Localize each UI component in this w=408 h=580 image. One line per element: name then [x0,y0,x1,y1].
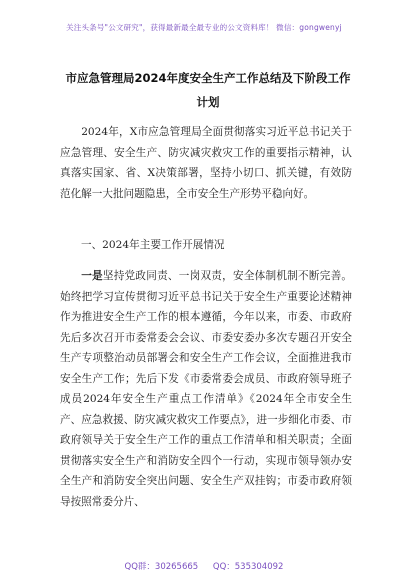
footer-contact [0,560,408,572]
document-title: 市应急管理局2024年度安全生产工作总结及下阶段工作计划 [65,71,351,109]
footer-qq-group: QQ群：30265665 [124,562,199,572]
footer-qq: QQ：535304092 [212,562,284,572]
header-promo-note: 关注头条号"公文研究"，获得最新最全最专业的公文资料库！ 微信：gongwenyj [66,23,342,32]
body-paragraph [60,266,352,512]
paragraph-lead: 一是 [81,270,103,282]
section-heading: 一、2024年主要工作开展情况 [81,239,225,251]
intro-paragraph: 2024年，X市应急管理局全面贯彻落实习近平总书记关于应急管理、安全生产、防灾减灾救灾工作的重要指示精神，认真落实国家、省、X决策部署，坚持小切口、抓关键，有效防范化解一大批问题隐患，全市安全生产形势平稳向好。 [60,126,352,200]
paragraph-text: 坚持党政同责、一岗双责，安全体制机制不断完善。始终把学习宣传贯彻习近平总书记关于安全生产重要论述精神作为推进安全生产工作的根本遵循，今年以来，市委、市政府先后多次召开市委常委会会议、市委安委办多次专题召开安全生产专项整治动员部署会和安全生产工作会议，全面推进我市安全生产工作；先后下发《市委常委会成员、市政府领导班子成员2024年安全生产重点工作清单》《2024年全市安全生产、应急救援、防灾减灾救灾工作要点》，进一步细化市委、市政府领导关于安全生产工作的重点工作清单和相关职责；全面贯彻落实安全生产和消防安全四个一行动，实现市领导领办安全生产和消防安全突出问题、安全生产双挂钩；市委市政府领导按照常委分片、 [60,270,353,508]
